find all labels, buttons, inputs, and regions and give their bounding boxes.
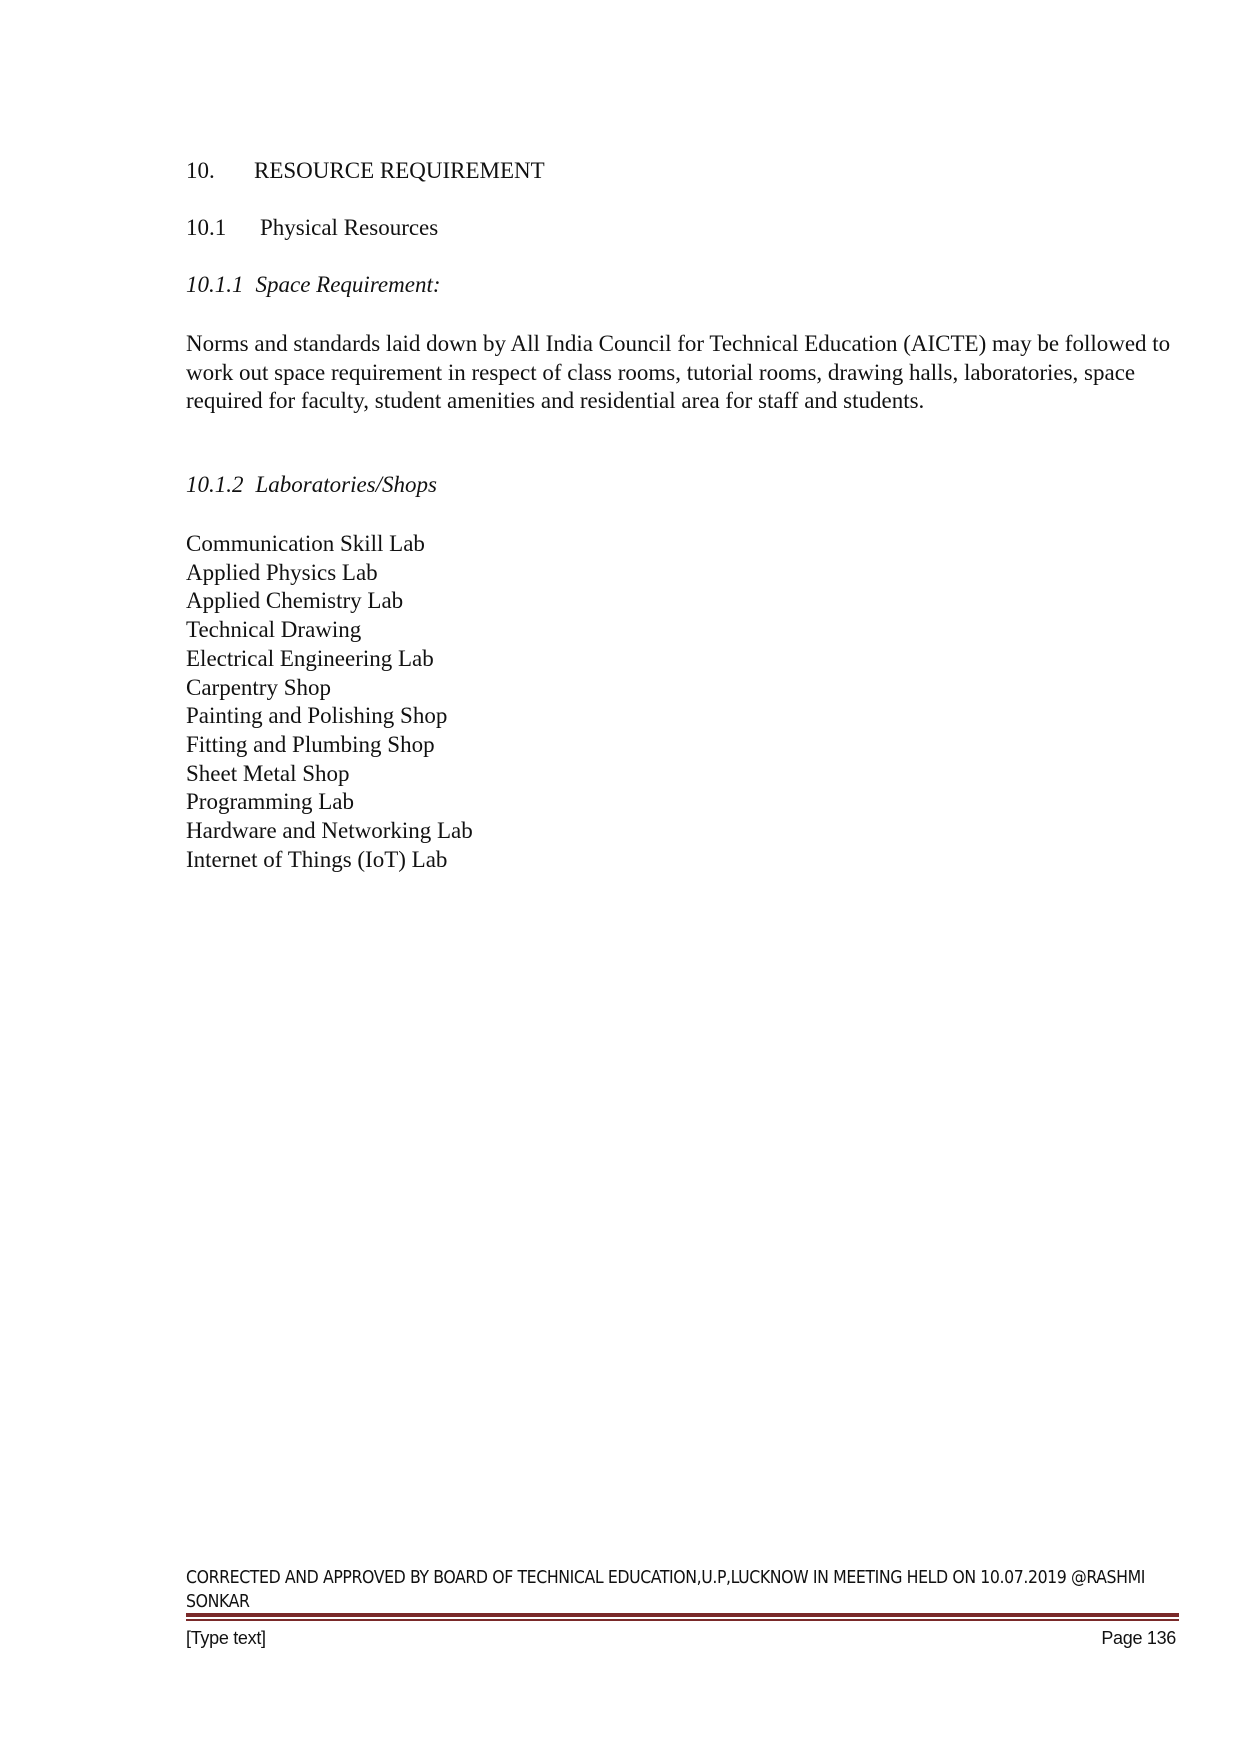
list-item: Programming Lab — [186, 789, 354, 815]
list-item: Sheet Metal Shop — [186, 760, 350, 786]
footer-divider — [186, 1613, 1179, 1617]
section-number: 10. — [186, 158, 215, 183]
footer-placeholder-text: [Type text] — [186, 1628, 266, 1648]
space-requirement-heading — [186, 272, 441, 298]
list-item: Carpentry Shop — [186, 674, 332, 700]
list-item: Communication Skill Lab — [186, 531, 425, 556]
section-title: RESOURCE REQUIREMENT — [254, 158, 545, 183]
list-item: Painting and Polishing Shop — [186, 703, 448, 729]
list-item: Electrical Engineering Lab — [186, 645, 434, 671]
laboratories-heading — [186, 472, 437, 498]
section-heading — [186, 158, 545, 184]
list-item: Fitting and Plumbing Shop — [186, 731, 435, 757]
list-item: Technical Drawing — [186, 617, 362, 643]
space-requirement-number: 10.1.1 — [186, 272, 244, 297]
subsection-number: 10.1 — [186, 215, 227, 240]
list-item: Applied Physics Lab — [186, 559, 378, 585]
laboratories-number: 10.1.2 — [186, 472, 244, 497]
space-requirement-title: Space Requirement: — [255, 272, 441, 297]
list-item: Applied Chemistry Lab — [186, 588, 404, 614]
subsection-title: Physical Resources — [260, 215, 439, 240]
subsection-heading — [186, 215, 438, 241]
laboratories-title: Laboratories/Shops — [255, 472, 437, 497]
footer-divider-thin — [186, 1619, 1179, 1621]
page-number: Page 136 — [1101, 1628, 1176, 1648]
space-requirement-paragraph: Norms and standards laid down by All India Council for Technical Education (AICTE) may be followed to work out space requirement in respect of class rooms, tutorial rooms, drawing halls, laboratories, space required for faculty, student amenities and residential area for staff and students. — [186, 331, 1171, 413]
footer-approval-note: CORRECTED AND APPROVED BY BOARD OF TECHNICAL EDUCATION,U.P,LUCKNOW IN MEETING HELD ON 10.07.2019 @RASHMI SONKAR — [186, 1568, 1146, 1612]
laboratories-list — [186, 530, 473, 874]
list-item: Hardware and Networking Lab — [186, 818, 473, 844]
list-item: Internet of Things (IoT) Lab — [186, 846, 448, 872]
